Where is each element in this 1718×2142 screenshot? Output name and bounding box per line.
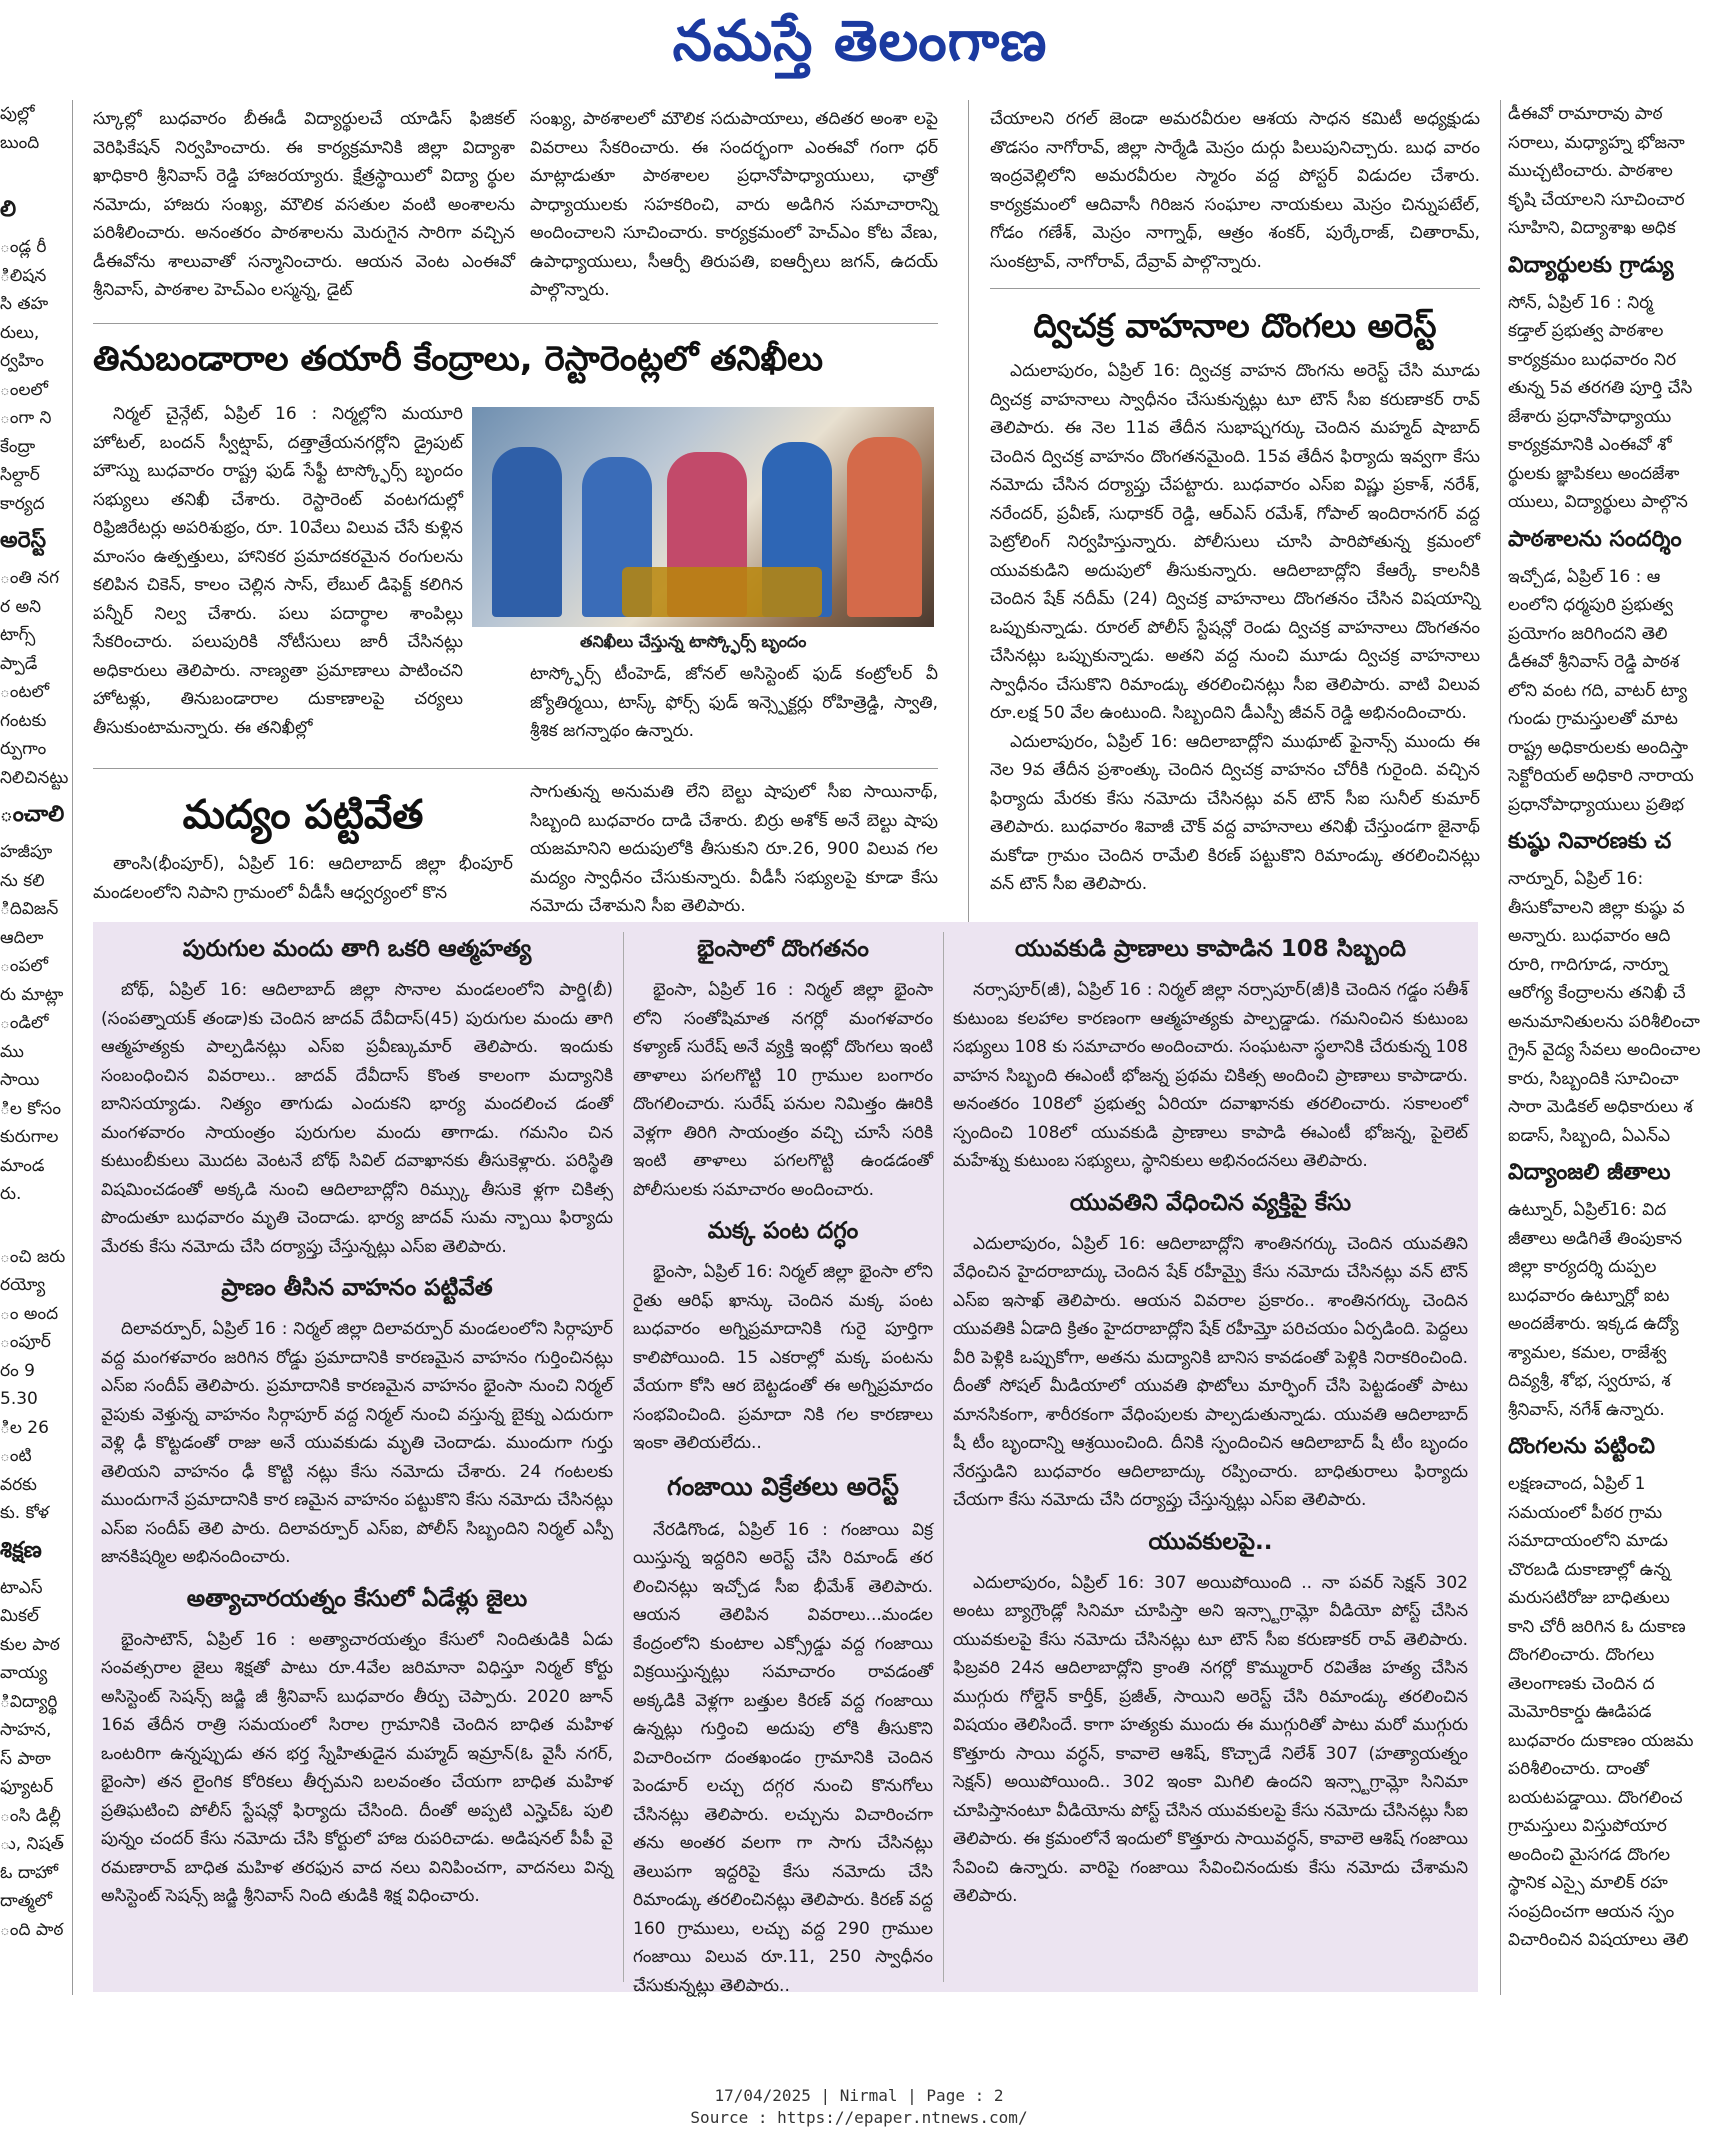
edge-line: సారా మెడికల్ అధికారులు శ bbox=[1508, 1097, 1693, 1117]
edge-headline: ంచాలి bbox=[0, 802, 65, 827]
article-text: ఎదులాపురం, ఏప్రిల్ 16: ద్విచక్ర వాహన దొంగను అరెస్ట్ చేసి మూడు ద్విచక్ర వాహనాలు స్వాధీనం చేసుకున్నట్లు టూ టౌన్ సీఐ కరుణాకర్ రావ్ తెలిపారు. ఈ నెల 11వ తేదీన సుభాష్నగర్కు చెందిన మహ్మద్ షాబాద్ చెందిన ద్విచక్ర వాహనం దొంగతనమైంది. 15వ తేదీన ఫిర్యాదు ఇవ్వగా కేసు నమోదు చేసిన దర్యాప్తు చేపట్టారు. బుధవారం ఎస్ఐ విష్ణు ప్రకాశ్, నరేశ్, నరేందర్, ప్రవీణ్, సుధాకర్ రెడ్డి, ఆర్ఎస్ రమేశ్, గోపాల్ ఇందిరానగర్ వద్ద పెట్రోలింగ్ నిర్వహిస్తున్నారు. పోలీసులు చూసి పారిపోతున్న క్రమంలో యువకుడిని అదుపులో తీసుకున్నారు. ఆదిలాబాద్లోని కేఆర్కే కాలనీకి చెందిన షేక్ నదీమ్ (24) ద్విచక్ర వాహనాలు దొంగతనం చేసిన విషయాన్ని ఒప్పుకున్నాడు. రూరల్ పోలీస్ స్టేషన్లో రెండు ద్విచక్ర వాహనాలు దొంగతనం చేసినట్లు ఒప్పుకున్నాడు. అతని వద్ద నుంచి మూడు ద్విచక్ర వాహనాలు స్వాధీనం చేసుకొని రిమాండ్కు తరలించినట్లు సీఐ తెలిపారు. వాటి విలువ రూ.లక్ష 50 వేల ఉంటుంది. సిబ్బందిని డీఎస్పీ జీవన్ రెడ్డి అభినందించారు. bbox=[990, 361, 1480, 723]
article-text: ఎదులాపురం, ఏప్రిల్ 16: 307 అయిపోయింది .. నా పవర్ సెక్షన్ 302 అంటు బ్యాగ్రౌండ్లో సినిమా చూపిస్తా అని ఇన్స్టాగ్రామ్లో వీడియో పోస్ట్ చేసిన యువకులపై కేసు నమోదు చేసినట్లు టూ టౌన్ సీఐ కరుణాకర్ రావ్ తెలిపారు. ఫిబ్రవరి 24న ఆదిలాబాద్లోని క్రాంతి నగర్లో కొమ్మురార్ రవితేజ హత్య చేసిన ముగ్గురు గోల్డెన్ కార్తీక్, ప్రజీత్, సాయిని అరెస్ట్ చేసి రిమాండ్కు తరలించిన విషయం తెలిసిందే. కాగా హత్యకు ముందు ఈ ముగ్గురితో పాటు మరో ముగ్గురు కొత్తూరు సాయి వర్ధన్, కావాలె ఆశిష్, కొచ్చాడే నిలేశ్ 307 (హత్యాయత్నం సెక్షన్) అయిపోయింది.. 302 ఇంకా మిగిలి ఉందని ఇన్స్టాగ్రామ్లో సినిమా చూపిస్తానంటూ వీడియోను పోస్ట్ చేసిన యువకులపై కేసు నమోదు చేసినట్లు సీఐ తెలిపారు. ఈ క్రమంలోనే ఇందులో కొత్తూరు సాయివర్ధన్, కావాలె ఆశిష్ గంజాయి సేవించి ఉన్నారు. వారిపై గంజాయి సేవించినందుకు కేసు నమోదు చేశామని తెలిపారు. bbox=[953, 1572, 1468, 1906]
article-text: ఎదులాపురం, ఏప్రిల్ 16: ఆదిలాబాద్లోని ముథూట్ ఫైనాన్స్ ముందు ఈ నెల 9వ తేదీన ప్రశాంత్కు చెందిన ద్విచక్ర వాహనం చోరీకి గురైంది. వచ్చిన ఫిర్యాదు మేరకు కేసు నమోదు చేసినట్లు వన్ టౌన్ సీఐ సునీల్ కుమార్ తెలిపారు. బుధవారం శివాజీ చౌక్ వద్ద వాహనాలు తనిఖీ చేస్తుండగా జైనాథ్ మకోడా గ్రామం చెందిన రామేలి కిరణ్ పట్టుకొని రిమాండ్కు తరలించినట్లు వన్ టౌన్ సీఐ తెలిపారు. bbox=[990, 731, 1480, 894]
edge-line: రం 9 bbox=[0, 1360, 35, 1381]
food-inspection-body-right bbox=[530, 660, 938, 765]
edge-line: సాహన, bbox=[0, 1720, 52, 1740]
edge-line: సరాలు, మధ్యాహ్న భోజనా bbox=[1508, 132, 1685, 153]
edge-line: కార్యద bbox=[0, 493, 45, 514]
edge-block bbox=[1508, 289, 1718, 517]
article-headline: మక్క పంట దగ్ధం bbox=[707, 1218, 859, 1244]
edge-line: ఐడాస్, సిబ్బంది, ఏఎన్ఎ bbox=[1508, 1125, 1671, 1146]
edge-line: గంటకు bbox=[0, 710, 47, 731]
edge-line: వాయ్య bbox=[0, 1663, 48, 1683]
edge-line: ప్రయోగం జరిగిందని తెలి bbox=[1508, 623, 1668, 644]
edge-line: అనుమానితులను పరిశీలించా bbox=[1508, 1011, 1700, 1032]
edge-line: ము సాయి bbox=[0, 1041, 40, 1090]
article-text: బోథ్, ఏప్రిల్ 16: ఆదిలాబాద్ జిల్లా సొనాల మండలంలోని పార్డి(బీ) (సంపత్నాయక్ తండా)కు చెందిన జాదవ్ దేవీదాస్(45) పురుగుల మందు తాగి ఆత్మహత్యకు పాల్పడినట్లు ఎస్ఐ ప్రవీణ్కుమార్ తెలిపారు. ఇందుకు సంబంధించిన వివరాలు.. జాదవ్ దేవీదాస్ కొంత కాలంగా మద్యానికి బానిసయ్యాడు. నిత్యం తాగుడు ఎందుకని భార్య మందలించ డంతో మంగళవారం సాయంత్రం పురుగుల మందు తాగాడు. గమనిం చిన కుటుంబీకులు మొదట వెంటనే బోథ్ సివిల్ దవాఖానకు తీసుకెళ్లారు. పరిస్థితి విషమించడంతో అక్కడి నుంచి ఆదిలాబాద్లోని రిమ్స్కు తీసుకె ళ్లగా చికిత్స పొందుతూ బుధవారం మృతి చెందాడు. భార్య జాదవ్ సుమ న్బాయి ఫిర్యాదు మేరకు కేసు నమోదు చేసి దర్యాప్తు చేస్తున్నట్లు ఎస్ఐ తెలిపారు. bbox=[101, 980, 613, 1257]
edge-line: ంతి నగ bbox=[0, 568, 59, 588]
edge-line: బుధవారం దుకాణం యజమ bbox=[1508, 1730, 1694, 1751]
edge-line: ను కలి bbox=[0, 870, 45, 891]
edge-line: ిలిషన bbox=[0, 265, 47, 286]
edge-line: ర్వహిం bbox=[0, 351, 44, 371]
edge-line: ఆదిలా bbox=[0, 927, 44, 948]
edge-line: యులు, విద్యార్థులు పాల్గొన bbox=[1508, 492, 1688, 512]
right-edge-column bbox=[1508, 100, 1718, 1990]
edge-line: జేశారు ప్రధానోపాధ్యాయు bbox=[1508, 406, 1672, 427]
edge-line: రులు, bbox=[0, 322, 40, 343]
edge-line: తున్న 5వ తరగతి పూర్తి చేసి bbox=[1508, 378, 1693, 398]
column-rule bbox=[968, 100, 969, 922]
edge-line: డీఈవో రామారావు పాఠ bbox=[1508, 104, 1663, 124]
article-headline: ప్రాణం తీసిన వాహనం పట్టివేత bbox=[221, 1275, 493, 1301]
edge-line: విచారించిన విషయాలు తెలి bbox=[1508, 1930, 1689, 1950]
section-rule bbox=[990, 288, 1480, 289]
article-text: నిర్మల్ చైన్గేట్, ఏప్రిల్ 16 : నిర్మల్లోని మయూరి హోటల్, బందన్ స్వీట్షాప్, దత్తాత్రేయనగర్లోని డ్రైపుట్ హౌస్ను బుధవారం రాష్ట్ర ఫుడ్ సేఫ్టీ టాస్క్ఫోర్స్ బృందం సభ్యులు తనిఖీ చేశారు. రెస్టారెంట్ వంటగదుల్లో రిఫ్రిజిరేటర్లు అపరిశుభ్రం, రూ. 10వేలు విలువ చేసే కుళ్లిన మాంసం ఉత్పత్తులు, హానికర ప్రమాదకరమైన రంగులను కలిపిన చికెన్, కాలం చెల్లిన సాస్, లేబుల్ డిఫెక్ట్ కలిగిన పన్నీర్ నిల్వ చేశారు. పలు పదార్థాల శాంపిల్లు సేకరించారు. పలుపురికి నోటీసులు జారీ చేసినట్లు అధికారులు తెలిపారు. నాణ్యతా ప్రమాణాలు పాటించని హోటళ్లు, తినుబండారాల దుకాణాలపై చర్యలు తీసుకుంటామన్నారు. ఈ తనిఖీల్లో bbox=[93, 404, 463, 738]
edge-line: అందజేశారు. ఇక్కడ ఉద్యో bbox=[1508, 1314, 1679, 1334]
edge-line: ర అని bbox=[0, 596, 42, 617]
edge-block bbox=[0, 233, 66, 518]
edition-info: 17/04/2025 | Nirmal | Page : 2 bbox=[714, 2086, 1004, 2105]
edge-line: ంచి జరు bbox=[0, 1246, 66, 1267]
edge-line: లోని వంట గది, వాటర్ ట్యా bbox=[1508, 680, 1688, 701]
article-text: తాంసి(భీంపూర్), ఏప్రిల్ 16: ఆదిలాబాద్ జిల్లా భీంపూర్ మండలంలోని నిపాని గ్రామంలో వీడీసీ ఆధ్వర్యంలో కొన bbox=[93, 854, 513, 903]
edge-line: ముచ్చటించారు. పాఠశాల bbox=[1508, 161, 1673, 181]
edge-line: కడ్తాల్ ప్రభుత్వ పాఠశాల bbox=[1508, 321, 1664, 341]
edge-line: గ్రామస్తులు విస్తుపోయార bbox=[1508, 1816, 1667, 1836]
edge-line: శ్యామల, కమల, రాజేశ్వ bbox=[1508, 1342, 1667, 1363]
box-column-3 bbox=[953, 930, 1468, 1985]
edge-line: సమయంలో పీఠర గ్రామ bbox=[1508, 1502, 1663, 1523]
article-text: నర్సాపూర్(జీ), ఏప్రిల్ 16 : నిర్మల్ జిల్లా నర్సాపూర్(జీ)కి చెందిన గడ్డం సతీశ్ కుటుంబ కలహాల కారణంగా ఆత్మహత్యకు పాల్పడ్డాడు. గమనించిన కుటుంబ సభ్యులు 108 కు సమాచారం అందించారు. సంఘటనా స్థలానికి చేరుకున్న 108 వాహన సిబ్బంది ఈఎంటీ భోజన్న ప్రథమ చికిత్స అందించి ప్రాణాలు కాపాడారు. అనంతరం 108లో ప్రభుత్వ ఏరియా దవాఖానకు తరలించారు. సకాలంలో స్పందించి 108లో యువకుడి ప్రాణాలు కాపాడి ఈఎంటీ భోజన్న, పైలెట్ మహేశ్ను కుటుంబ సభ్యులు, స్థానికులు అభినందనలు తెలిపారు. bbox=[953, 980, 1468, 1171]
edge-line: ప్రధానోపాధ్యాయులు ప్రతిభ bbox=[1508, 794, 1684, 815]
edge-line: దొంగలించారు. దొంగలు bbox=[1508, 1645, 1655, 1665]
edge-line: శ్రీనివాస్, నగేశ్ ఉన్నారు. bbox=[1508, 1399, 1665, 1420]
edge-headline: కుష్ఠు నివారణకు చ bbox=[1508, 829, 1672, 854]
edge-line: మెమోరికార్డు ఊడిపడ bbox=[1508, 1702, 1652, 1722]
edge-line: సూహిని, విద్యాశాఖ అధిక bbox=[1508, 218, 1676, 238]
page-footer bbox=[0, 2085, 1718, 2129]
edge-line: లంలోని ధర్మపురి ప్రభుత్వ bbox=[1508, 595, 1674, 615]
edge-block bbox=[0, 564, 69, 792]
article-text: నేరడిగొండ, ఏప్రిల్ 16 : గంజాయి విక్ర యిస్తున్న ఇద్దరిని అరెస్ట్ చేసి రిమాండ్ తర లించినట్లు ఇచ్చోడ సీఐ భీమేశ్ తెలిపారు. ఆయన తెలిపిన వివరాలు...మండల కేంద్రంలోని కుంటాల ఎక్స్రోడ్డు వద్ద గంజాయి విక్రయిస్తున్నట్లు సమాచారం రావడంతో అక్కడికి వెళ్లగా బత్తుల కిరణ్ వద్ద గంజాయి ఉన్నట్లు గుర్తించి అదుపు లోకి తీసుకొని విచారించగా దంతఖండం గ్రామానికి చెందిన పెండూర్ లచ్చు దగ్గర నుంచి కొనుగోలు చేసినట్లు తెలిపారు. లచ్చును విచారించగా తను అంతర వలగా గా సాగు చేసినట్లు తెలుపగా ఇద్దరిపై కేసు నమోదు చేసి రిమాండ్కు తరలించినట్లు తెలిపారు. కిరణ్ వద్ద 160 గ్రాములు, లచ్చు వద్ద 290 గ్రాముల గంజాయి విలువ రూ.11, 250 స్వాధీనం చేసుకున్నట్లు తెలిపారు.. bbox=[633, 1519, 933, 1996]
edge-line: గుండు గ్రామస్తులతో మాట bbox=[1508, 709, 1678, 729]
edge-block bbox=[1508, 100, 1718, 243]
edge-line: ర్పుగాం bbox=[0, 739, 47, 759]
column-rule bbox=[1500, 100, 1501, 1995]
edge-line: ఉట్నూర్, ఏప్రిల్16: విద bbox=[1508, 1200, 1667, 1220]
edge-line: సి తహ bbox=[0, 294, 49, 314]
edge-line: పరిశీలించారు. దాంతో bbox=[1508, 1759, 1649, 1779]
edge-line: టాగ్స్ bbox=[0, 625, 36, 645]
source-link[interactable]: Source : https://epaper.ntnews.com/ bbox=[690, 2108, 1028, 2127]
edge-line: కృషి చేయాలని సూచించార bbox=[1508, 189, 1685, 210]
edge-line: సమాదాయంలోని మాడు bbox=[1508, 1531, 1668, 1551]
edge-line: స్ పాఠా bbox=[0, 1748, 51, 1769]
article-text: సంఖ్య, పాఠశాలలో మౌలిక సదుపాయాలు, తదితర అంశా లపై వివరాలు సేకరించారు. ఈ సందర్భంగా ఎంఈవో గంగా ధర్ మాట్లాడుతూ పాఠశాలల ప్రధానోపాధ్యాయులు, ఛాత్రో పాధ్యాయులకు సహకరించి, వారు అడిగిన సమాచారాన్ని అందించాలని సూచించారు. కార్యక్రమంలో హెచ్ఎం కోట వేణు, ఉపాధ్యాయులు, సీఆర్పీ తిరుపతి, ఐఆర్పీలు జగన్, ఉదయ్ పాల్గొన్నారు. bbox=[530, 109, 938, 300]
edge-line: సంప్రదించగా ఆయన స్పం bbox=[1508, 1901, 1675, 1922]
edge-line: ివిద్యార్థి bbox=[0, 1691, 58, 1712]
edge-line: హజీపూ bbox=[0, 842, 53, 862]
edge-line: ంపూర్ bbox=[0, 1332, 51, 1352]
photo-caption: తనిఖీలు చేస్తున్న టాస్క్ఫోర్స్ బృందం bbox=[580, 632, 807, 651]
box-column-rule bbox=[623, 932, 624, 1982]
edge-line: రు. bbox=[0, 1184, 22, 1204]
edge-block bbox=[1508, 1470, 1718, 1955]
edge-line: దివ్యశ్రీ, శోభ, స్వరూప, శ bbox=[1508, 1371, 1671, 1391]
article-headline: ద్విచక్ర వాహనాల దొంగలు అరెస్ట్ bbox=[1033, 306, 1437, 345]
left-edge-column bbox=[0, 100, 69, 1990]
article-text: ఎదులాపురం, ఏప్రిల్ 16: ఆదిలాబాద్లోని శాంతినగర్కు చెందిన యువతిని వేధించిన హైదరాబాద్కు చెందిన షేక్ రహీమ్పై కేసు నమోదు చేసినట్లు వన్ టౌన్ ఎస్ఐ ఇసాఖ్ తెలిపారు. ఆయన వివరాల ప్రకారం.. శాంతినగర్కు చెందిన యువతికి ఏడాది క్రితం హైదరాబాద్లోని షేక్ రహీమ్తో పరిచయం ఏర్పడింది. పెద్దలు వీరి పెళ్లికి ఒప్పుకోగా, అతను మద్యానికి బానిస కావడంతో పెళ్లికి నిరాకరించింది. దీంతో సోషల్ మీడియాలో యువతి ఫొటోలు మార్ఫింగ్ చేసి పెట్టడంతో పాటు మానసికంగా, శారీరకంగా వేధింపులకు పాల్పడుతున్నాడు. యువతి ఆదిలాబాద్ షీ టీం బృందాన్ని ఆశ్రయించింది. దీనికి స్పందించిన ఆదిలాబాద్ షీ టీం బృందం నేరస్తుడిని బుధవారం ఆదిలాబాద్కు రప్పించారు. బాధితురాలు ఫిర్యాదు చేయగా కేసు నమోదు చేసి దర్యాప్తు చేస్తున్నట్లు ఎస్ఐ తెలిపారు. bbox=[953, 1233, 1468, 1510]
edge-line: రయ్యో bbox=[0, 1275, 46, 1295]
crime-news-box bbox=[93, 922, 1478, 1996]
edge-block bbox=[1508, 1196, 1718, 1424]
edge-line: కార్యక్రమానికి ఎంఈవో శో bbox=[1508, 435, 1672, 455]
article-text: చేయాలని రగల్ జెండా అమరవీరుల ఆశయ సాధన కమిటీ అధ్యక్షుడు తొడసం నాగోరావ్, జిల్లా సార్మేడి మెస్రం దుర్గు పిలుపునిచ్చారు. బుధ వారం ఇంద్రవెల్లిలోని అమరవీరుల స్మారం వద్ద పోస్టర్ విడుదల చేశారు. కార్యక్రమంలో ఆదివాసీ గిరిజన సంఘాల నాయకులు మెస్రం చిన్నుపటేల్, గోడం గణేశ్, మెస్రం నాగ్నాథ్, ఆత్రం శంకర్, పుర్కేరాజ్, చితారామ్, సుంకట్రావ్, నాగోరావ్, దేవ్రావ్ పాల్గొన్నారు. bbox=[990, 109, 1480, 272]
article-text: సాగుతున్న అనుమతి లేని బెల్టు షాపులో సీఐ సాయినాథ్, సిబ్బంది బుధవారం దాడి చేశారు. బిర్రు అశోక్ అనే బెల్టు షాపు యజమానిని అదుపులోకి తీసుకుని రూ.26, 900 విలువ గల మద్యం స్వాధీనం చేసుకున్నారు. వీడీసీ సభ్యులపై కూడా కేసు నమోదు చేశామని సీఐ తెలిపారు. bbox=[530, 782, 938, 916]
edge-line: కు. కోళ bbox=[0, 1503, 50, 1523]
article-headline: గంజాయి విక్రేతలు అరెస్ట్ bbox=[667, 1471, 899, 1501]
section-rule bbox=[93, 323, 938, 324]
section-rule bbox=[93, 768, 938, 769]
article-text: భైంసా, ఏప్రిల్ 16 : నిర్మల్ జిల్లా భైంసా లోని సంతోషిమాత నగర్లో మంగళవారం కళ్యాణ్ సురేష్ అనే వ్యక్తి ఇంట్లో దొంగలు ఇంటి తాళాలు పగలగొట్టి 10 గ్రాముల బంగారం దొంగలించారు. సురేష్ పనుల నిమిత్తం ఊరికి వెళ్లగా తిరిగి సాయంత్రం వచ్చి చూసే సరికి ఇంటి తాళాలు పగలగొట్టి ఉండడంతో పోలీసులకు సమాచారం అందించారు. bbox=[633, 980, 933, 1200]
edge-line: బుధవారం ఉట్నూర్లో ఐట bbox=[1508, 1285, 1670, 1306]
edge-line: ం అంద bbox=[0, 1303, 59, 1324]
edge-headline: విద్యార్థులకు గ్రాడ్యు bbox=[1508, 252, 1674, 278]
edge-line: నార్నూర్, ఏప్రిల్ 16: bbox=[1508, 869, 1644, 889]
edge-headline: పాఠశాలను సందర్శిం bbox=[1508, 526, 1682, 552]
col1-top-article bbox=[93, 105, 515, 315]
edge-block bbox=[1508, 865, 1718, 1150]
edge-line: ిదివిజన్ bbox=[0, 899, 59, 919]
edge-line: ంలలో bbox=[0, 379, 48, 400]
edge-line: ఆరోగ్య కేంద్రాలను తనిఖీ చే bbox=[1508, 983, 1686, 1003]
column-rule bbox=[72, 100, 73, 1995]
edge-line: ండ్ల రీ bbox=[0, 237, 47, 257]
edge-line: ర్థులకు జ్ఞాపికలు అందజేశా bbox=[1508, 463, 1680, 484]
edge-block bbox=[0, 1574, 66, 1945]
col3-top-article bbox=[990, 105, 1480, 285]
liquor-seizure-body-right bbox=[530, 778, 938, 918]
edge-line: బుంది bbox=[0, 132, 40, 153]
edge-line: డీఈవో శ్రీనివాస్ రెడ్డి పాఠశ bbox=[1508, 652, 1680, 672]
edge-line: కుల పాఠ bbox=[0, 1634, 60, 1655]
edge-line: అందించి మైసగడ దొంగల bbox=[1508, 1844, 1671, 1865]
article-text: టాస్క్ఫోర్స్ టీంహెడ్, జోనల్ అసిస్టెంట్ ఫుడ్ కంట్రోలర్ వీ జ్యోతిర్మయి, టాస్క్ ఫోర్స్ ఫుడ్ ఇన్స్పెక్టర్లు రోహిత్రెడ్డి, స్వాతి, శ్రీశిక జగన్నాథం ఉన్నారు. bbox=[530, 664, 939, 741]
edge-headline: దొంగలను పట్టించి bbox=[1508, 1434, 1655, 1459]
edge-headline: లి bbox=[0, 197, 17, 222]
edge-line: ఇచ్చోడ, ఏప్రిల్ 16 : ఆ bbox=[1508, 566, 1661, 587]
article-headline: అత్యాచారయత్నం కేసులో ఏడేళ్లు జైలు bbox=[186, 1585, 528, 1612]
article-headline: యువకులపై.. bbox=[1148, 1528, 1273, 1555]
edge-line: మికల్ bbox=[0, 1606, 39, 1626]
edge-block bbox=[0, 1243, 66, 1528]
edge-line: పుల్లో bbox=[0, 104, 35, 124]
article-headline: తినుబండారాల తయారీ కేంద్రాలు, రెస్టారెంట్లలో తనిఖీలు bbox=[93, 339, 824, 379]
edge-line: మాండ bbox=[0, 1155, 45, 1176]
edge-line: ిల 26 bbox=[0, 1417, 49, 1438]
edge-line: ిల కోసం bbox=[0, 1098, 61, 1119]
edge-headline: విద్యాంజలి జీతాలు bbox=[1508, 1160, 1671, 1185]
newspaper-title: నమస్తే తెలంగాణ bbox=[672, 8, 1048, 74]
edge-line: ంటి వరకు bbox=[0, 1446, 37, 1495]
edge-line: ంటలో bbox=[0, 682, 50, 702]
edge-line: ఓ దాహో bbox=[0, 1862, 59, 1883]
article-headline: యువకుడి ప్రాణాలు కాపాడిన 108 సిబ్బంది bbox=[1015, 936, 1406, 962]
box-column-rule bbox=[943, 932, 944, 1982]
article-text: స్కూల్లో బుధవారం బీఈడీ విద్యార్థులచే యాడిస్ ఫిజికల్ వెరిఫికేషన్ నిర్వహించారు. ఈ కార్యక్రమానికి జిల్లా విద్యాశా ఖాధికారి శ్రీనివాస్ రెడ్డి హాజరయ్యారు. క్షేత్రస్థాయిలో విద్యా ర్థుల నమోదు, హాజరు సంఖ్య, మౌలిక వసతుల వంటి అంశాలను పరిశీలించారు. అనంతరం పాఠశాలను మెరుగైన సారిగా వచ్చిన డీఈవోను శాలువాతో సన్మానించారు. ఆయన వెంట ఎంఈవో శ్రీనివాస్, పాఠశాల హెచ్ఎం లస్మన్న, డైట్ bbox=[93, 109, 515, 300]
edge-line: నిలిచినట్టు bbox=[0, 767, 69, 788]
edge-line: రాష్ట్ర అధికారులకు అందిస్తా bbox=[1508, 737, 1689, 758]
food-inspection-body-left bbox=[93, 400, 463, 765]
edge-line: ంసి డిల్లీ bbox=[0, 1805, 61, 1826]
edge-line: సోన్, ఏప్రిల్ 16 : నిర్మ bbox=[1508, 292, 1654, 313]
edge-line: సెక్టోరియల్ అధికారి నారాయ bbox=[1508, 766, 1694, 786]
edge-line: రూరి, గాదిగూడ, నార్నూ bbox=[1508, 954, 1668, 975]
edge-line: స్థానిక ఎస్సై మాలిక్ రహ bbox=[1508, 1873, 1668, 1893]
edge-headline: శిక్షణ bbox=[0, 1537, 42, 1563]
edge-line: జీతాలు అడిగితే తింపుకాన bbox=[1508, 1228, 1683, 1249]
edge-line: మరుసటిరోజు బాధితులు bbox=[1508, 1588, 1670, 1608]
edge-line: రు మాట్లా bbox=[0, 984, 64, 1005]
article-headline: పురుగుల మందు తాగి ఒకరి ఆత్మహత్య bbox=[182, 936, 532, 962]
edge-block bbox=[1508, 563, 1718, 820]
article-text: భైంసాటౌన్, ఏప్రిల్ 16 : అత్యాచారయత్నం కేసులో నిందితుడికి ఏడు సంవత్సరాల జైలు శిక్షతో పాటు రూ.4వేల జరిమానా విధిస్తూ నిర్మల్ కోర్టు అసిస్టెంట్ సెషన్స్ జడ్జి జీ శ్రీనివాస్ బుధవారం తీర్పు చెప్పారు. 2020 జూన్ 16వ తేదీన రాత్రి సమయంలో సిరాల గ్రామానికి చెందిన బాధిత మహిళ ఒంటరిగా ఉన్నప్పుడు తన భర్త స్నేహితుడైన మహ్మద్ ఇమ్రాన్(ఓ వైసీ నగర్, భైంసా) తన లైంగిక కోరికలు తీర్చమని బలవంతం చేయగా బాధిత మహిళ ప్రతిఘటించి పోలీస్ స్టేషన్లో ఫిర్యాదు చేసింది. దీంతో అప్పటి ఎస్హెచ్ఓ పులి పున్నం చందర్ కేసు నమోదు చేసి కోర్టులో హాజ రుపరిచాడు. అడిషనల్ పీపీ వై రమణారావ్ బాధిత మహిళ తరఫున వాద నలు వినిపించగా, వాదనలు విన్న అసిస్టెంట్ సెషన్స్ జడ్జి శ్రీనివాస్ నింది తుడికి శిక్ష విధించారు. bbox=[101, 1629, 613, 1906]
article-headline: మద్యం పట్టివేత bbox=[182, 792, 424, 838]
edge-block bbox=[0, 838, 66, 1209]
edge-line: చొరబడి దుకాణాల్లో ఉన్న bbox=[1508, 1559, 1671, 1580]
edge-line: ండిలో bbox=[0, 1013, 49, 1033]
edge-line: ు, నిషత్ bbox=[0, 1834, 64, 1854]
edge-line: బయటపడ్డాయి. దొంగలించ bbox=[1508, 1787, 1683, 1808]
edge-line: కేంద్రా bbox=[0, 436, 36, 457]
edge-line: ంగా ని bbox=[0, 408, 52, 428]
edge-line: కాని చోరీ జరిగిన ఓ దుకాణ bbox=[1508, 1616, 1686, 1637]
edge-line: సిల్దార్ bbox=[0, 465, 40, 485]
edge-line: ప్పాడే bbox=[0, 653, 38, 674]
article-headline: యువతిని వేధించిన వ్యక్తిపై కేసు bbox=[1069, 1189, 1352, 1216]
col2-top-article bbox=[530, 105, 938, 315]
inspection-photo bbox=[472, 407, 934, 627]
edge-headline: అరెస్ట్ bbox=[0, 528, 47, 553]
edge-line: ఫ్యూటర్ bbox=[0, 1777, 54, 1797]
box-column-1 bbox=[101, 930, 613, 1985]
article-text: భైంసా, ఏప్రిల్ 16: నిర్మల్ జిల్లా భైంసా లోని రైతు ఆరిఫ్ ఖాన్కు చెందిన మక్క పంట బుధవారం అగ్నిప్రమాదానికి గురై పూర్తిగా కాలిపోయింది. 15 ఎకరాల్లో మక్క పంటను వేయగా కోసి ఆర బెట్టడంతో ఈ అగ్నిప్రమాదం సంభవించింది. ప్రమాదా నికి గల కారణాలు ఇంకా తెలియలేదు.. bbox=[633, 1262, 933, 1453]
article-headline: భైంసాలో దొంగతనం bbox=[697, 936, 869, 962]
edge-line: కార్యక్రమం బుధవారం నిర bbox=[1508, 349, 1677, 370]
edge-line: అన్నారు. బుధవారం ఆది bbox=[1508, 926, 1671, 946]
edge-line: ంది పాఠ bbox=[0, 1919, 64, 1940]
edge-line: లక్షణచాంద, ఏప్రిల్ 1 bbox=[1508, 1474, 1646, 1494]
edge-line: తెలంగాణకు చెందిన ద bbox=[1508, 1673, 1655, 1694]
edge-line: ంపలో bbox=[0, 956, 49, 976]
box-column-2 bbox=[633, 930, 933, 1996]
liquor-seizure-article bbox=[93, 780, 513, 920]
edge-line: టాఎస్ bbox=[0, 1577, 43, 1598]
edge-line: జిల్లా కార్యదర్శి దుప్పల bbox=[1508, 1257, 1657, 1277]
edge-line: గ్రైన్ వైద్య సేవలు అందించాల bbox=[1508, 1040, 1701, 1060]
edge-line: దాత్మలో bbox=[0, 1891, 52, 1911]
edge-line: 5.30 bbox=[0, 1389, 38, 1409]
edge-line: కురుగాల bbox=[0, 1127, 59, 1147]
article-text: దిలావర్పూర్, ఏప్రిల్ 16 : నిర్మల్ జిల్లా దిలావర్పూర్ మండలంలోని సిర్గాపూర్ వద్ద మంగళవారం జరిగిన రోడ్డు ప్రమాదానికి కారణమైన వాహనం గుర్తించినట్లు ఎస్ఐ సందీప్ తెలిపారు. ప్రమాదానికి కారణమైన వాహనం భైంసా నుంచి నిర్మల్ వైపుకు వెళ్తున్న వాహనం సిర్గాపూర్ వద్ద నిర్మల్ నుంచి వస్తున్న బైక్ను ఎదురుగా వెళ్లి ఢీ కొట్టడంతో రాజు అనే యువకుడు మృతి చెందాడు. ముందుగా గుర్తు తెలియని వాహనం ఢీ కొట్టి నట్లు కేసు నమోదు చేశారు. 24 గంటలకు ముందుగానే ప్రమాదానికి కార ణమైన వాహనం పట్టుకొని కేసు నమోదు చేసినట్లు ఎస్ఐ సందీప్ తెలి పారు. దిలావర్పూర్ ఎస్ఐ, పోలీస్ సిబ్బందిని నిర్మల్ ఎస్పీ జానకిషర్మిల అభినందించారు. bbox=[101, 1319, 613, 1567]
edge-line: తీసుకోవాలని జిల్లా కుష్ఠు వ bbox=[1508, 897, 1685, 918]
masthead bbox=[0, 0, 1718, 95]
two-wheeler-theft-article bbox=[990, 295, 1480, 920]
edge-line: కారు, సిబ్బందికి సూచించా bbox=[1508, 1068, 1679, 1089]
